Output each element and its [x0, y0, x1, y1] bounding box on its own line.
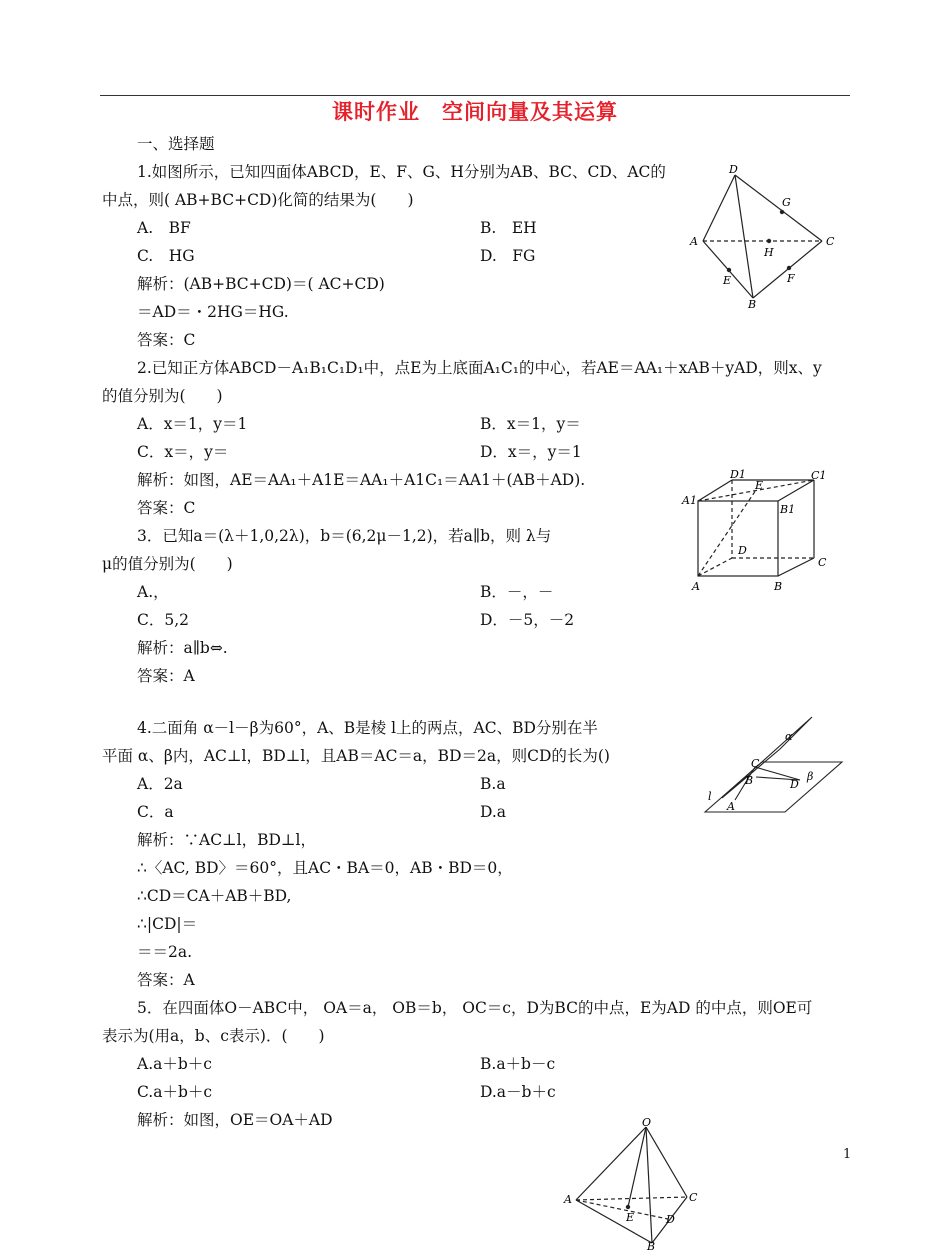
text-line: 解析：∵AC⊥l，BD⊥l， [137, 831, 316, 849]
text-line: D.a－b＋c [480, 1083, 556, 1101]
fig2-label: B [774, 580, 783, 593]
fig2-label: B1 [780, 503, 796, 516]
text-line: A. BF [137, 219, 191, 237]
text-line: ＝＝2a. [137, 943, 193, 961]
fig3-label: l [708, 790, 712, 803]
text-line: 答案：C [137, 331, 196, 349]
text-line: B．x＝1，y＝ [480, 415, 581, 433]
text-line: 4.二面角 α－l－β为60°，A、B是棱 l上的两点，AC、BD分别在半 [137, 719, 598, 737]
text-line: μ的值分别为( ) [102, 555, 233, 573]
text-line: D.a [480, 803, 507, 821]
text-line: 解析：如图，OE＝OA＋AD [137, 1111, 333, 1129]
text-line: C. HG [137, 247, 195, 265]
text-line: 平面 α、β内，AC⊥l，BD⊥l，且AB＝AC＝a，BD＝2a，则CD的长为() [102, 747, 610, 765]
text-line: C.a＋b＋c [137, 1083, 213, 1101]
text-line: D．x＝，y＝1 [480, 443, 582, 461]
text-line: C．x＝，y＝ [137, 443, 229, 461]
text-line: 表示为(用a，b、c表示)．( ) [102, 1027, 325, 1045]
text-line: 中点，则( AB+BC+CD)化简的结果为( ) [102, 191, 414, 209]
text-line: 3．已知a＝(λ＋1,0,2λ)，b＝(6,2μ－1,2)，若a∥b，则 λ与 [137, 527, 552, 545]
fig2-label: A [692, 580, 700, 593]
text-line: ∴CD＝CA＋AB＋BD, [137, 887, 292, 905]
figure-dihedral-angle [700, 712, 850, 820]
fig3-label: C [751, 757, 760, 770]
text-line: 答案：A [137, 971, 195, 989]
page-title: 课时作业 空间向量及其运算 [332, 99, 618, 124]
text-line: 的值分别为( ) [102, 387, 223, 405]
fig3-label: β [807, 770, 814, 783]
text-line: 1.如图所示，已知四面体ABCD，E、F、G、H分别为AB、BC、CD、AC的 [137, 163, 666, 181]
text-line: 解析：a∥b⇔. [137, 639, 228, 657]
text-line: C．5,2 [137, 611, 190, 629]
fig1-label: G [782, 196, 791, 209]
text-line: ＝AD＝・2HG＝HG. [137, 303, 289, 321]
text-line: A.， [137, 583, 169, 601]
text-line: B.a＋b－c [480, 1055, 556, 1073]
text-line: ∴|CD|＝ [137, 915, 198, 933]
text-line: 5．在四面体O－ABC中， OA＝a， OB＝b， OC＝c，D为BC的中点，E为AD 的中点，则OE可 [137, 999, 813, 1017]
fig3-label: A [727, 800, 735, 813]
fig4-label: A [564, 1193, 572, 1206]
text-line: 一、选择题 [137, 135, 215, 153]
text-line: B．－，－ [480, 583, 554, 601]
fig4-label: O [642, 1116, 652, 1129]
text-line: A．2a [137, 775, 183, 793]
fig1-label: F [787, 272, 795, 285]
text-line: 解析：如图，AE＝AA₁＋A1E＝AA₁＋A1C₁＝AA1＋(AB＋AD). [137, 471, 586, 489]
text-line: C．a [137, 803, 174, 821]
text-line: B.a [480, 775, 506, 793]
fig3-label: B [745, 774, 754, 787]
fig2-label: A1 [682, 494, 697, 507]
fig4-label: E [626, 1211, 635, 1224]
text-line: 解析：(AB+BC+CD)＝( AC+CD) [137, 275, 385, 293]
fig3-label: α [785, 730, 793, 743]
fig2-label: E [755, 479, 764, 492]
text-line: B. EH [480, 219, 537, 237]
fig4-label: D [666, 1213, 675, 1226]
text-line: 2.已知正方体ABCD－A₁B₁C₁D₁中，点E为上底面A₁C₁的中心，若AE＝AA₁＋xAB＋yAD，则x、y [137, 359, 822, 377]
text-line: 答案：C [137, 499, 196, 517]
fig1-label: H [764, 246, 774, 259]
fig2-label: C [818, 556, 827, 569]
text-line: A.a＋b＋c [137, 1055, 212, 1073]
fig2-label: C1 [811, 469, 827, 482]
fig4-label: B [647, 1240, 656, 1250]
fig1-label: A [690, 235, 698, 248]
fig2-label: D [738, 544, 747, 557]
fig1-label: E [723, 274, 732, 287]
text-line: D. FG [480, 247, 536, 265]
fig1-label: B [748, 298, 757, 310]
figure-tetrahedron-oabc [560, 1115, 710, 1250]
fig3-label: D [790, 778, 799, 791]
fig1-label: D [729, 163, 738, 176]
fig1-label: C [826, 235, 835, 248]
text-line: D．－5，－2 [480, 611, 575, 629]
text-line: 答案：A [137, 667, 195, 685]
fig2-label: D1 [730, 468, 746, 481]
fig4-label: C [689, 1191, 698, 1204]
text-line: ∴〈AC, BD〉＝60°，且AC・BA＝0，AB・BD＝0， [137, 859, 513, 877]
page-number: 1 [843, 1147, 852, 1162]
figure-tetrahedron-abcd [685, 160, 855, 310]
figure-cube [680, 468, 850, 598]
text-line: A．x＝1，y＝1 [137, 415, 248, 433]
